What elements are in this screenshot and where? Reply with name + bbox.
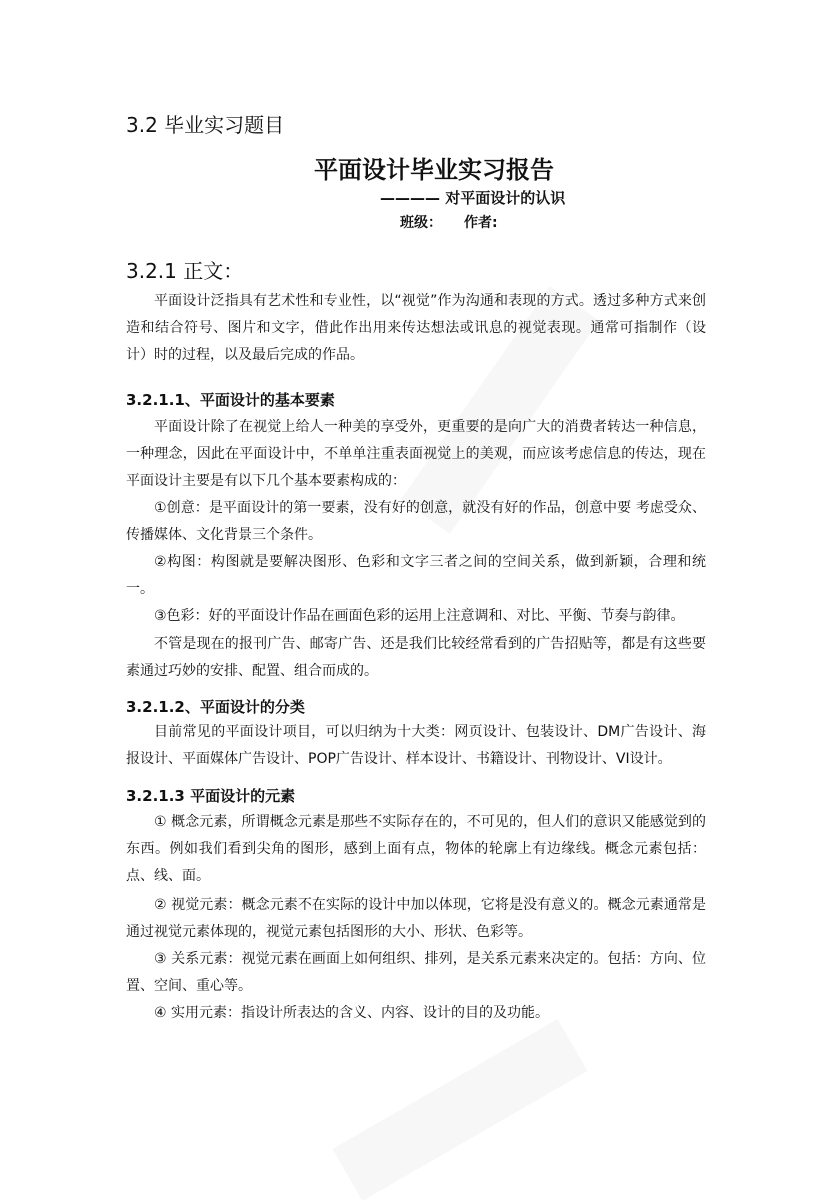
paragraph: ① 概念元素，所谓概念元素是那些不实际存在的，不可见的，但人们的意识又能感觉到的东西。例如我们看到尖角的图形，感到上面有点，物体的轮廓上有边缘线。概念元素包括：点、线、面。 (126, 814, 706, 884)
subsection-heading: 3.2.1.1、平面设计的基本要素 (126, 391, 335, 409)
paragraph: ② 视觉元素：概念元素不在实际的设计中加以体现，它将是没有意义的。概念元素通常是通过视觉元素体现的，视觉元素包括图形的大小、形状、色彩等。 (126, 897, 706, 940)
paragraph: ③ 关系元素：视觉元素在画面上如何组织、排列，是关系元素来决定的。包括：方向、位置、空间、重心等。 (126, 951, 706, 994)
paragraph: 平面设计除了在视觉上给人一种美的享受外，更重要的是向广大的消费者转达一种信息，一种理念，因此在平面设计中，不单单注重表面视觉上的美观，而应该考虑信息的传达，现在平面设计主要是有以下几个基本要素构成的： (126, 419, 706, 489)
class-label: 班级： (400, 215, 442, 231)
paragraph: 目前常见的平面设计项目，可以归纳为十大类：网页设计、包装设计、DM广告设计、海报设计、平面媒体广告设计、POP广告设计、样本设计、书籍设计、刊物设计、VI设计。 (126, 724, 706, 767)
document-title: 平面设计毕业实习报告 (314, 156, 554, 184)
document-subtitle: ———— 对平面设计的认识 (380, 189, 566, 207)
subsection-heading: 3.2.1.2、平面设计的分类 (126, 698, 305, 716)
paragraph: 不管是现在的报刊广告、邮寄广告、还是我们比较经常看到的广告招贴等，都是有这些要素通过巧妙的安排、配置、组合而成的。 (126, 636, 706, 679)
subsection-heading: 3.2.1.3 平面设计的元素 (126, 787, 296, 805)
section-heading: 3.2 毕业实习题目 (126, 113, 285, 137)
paragraph: ①创意：是平面设计的第一要素，没有好的创意，就没有好的作品，创意中要 考虑受众、传播媒体、文化背景三个条件。 (126, 500, 706, 543)
class-author-line (400, 212, 520, 232)
paragraph: ③色彩：好的平面设计作品在画面色彩的运用上注意调和、对比、平衡、节奏与韵律。 (154, 608, 685, 624)
paragraph: ②构图：构图就是要解决图形、色彩和文字三者之间的空间关系，做到新颖，合理和统一。 (126, 554, 706, 597)
paragraph: ④ 实用元素：指设计所表达的含义、内容、设计的目的及功能。 (154, 1005, 549, 1021)
body-heading: 3.2.1 正文： (126, 259, 244, 283)
intro-paragraph: 平面设计泛指具有艺术性和专业性，以“视觉”作为沟通和表现的方式。透过多种方式来创造和结合符号、图片和文字，借此作出用来传达想法或讯息的视觉表现。通常可指制作（设计）时的过程，以及最后完成的作品。 (126, 293, 706, 363)
author-label: 作者: (464, 215, 498, 231)
